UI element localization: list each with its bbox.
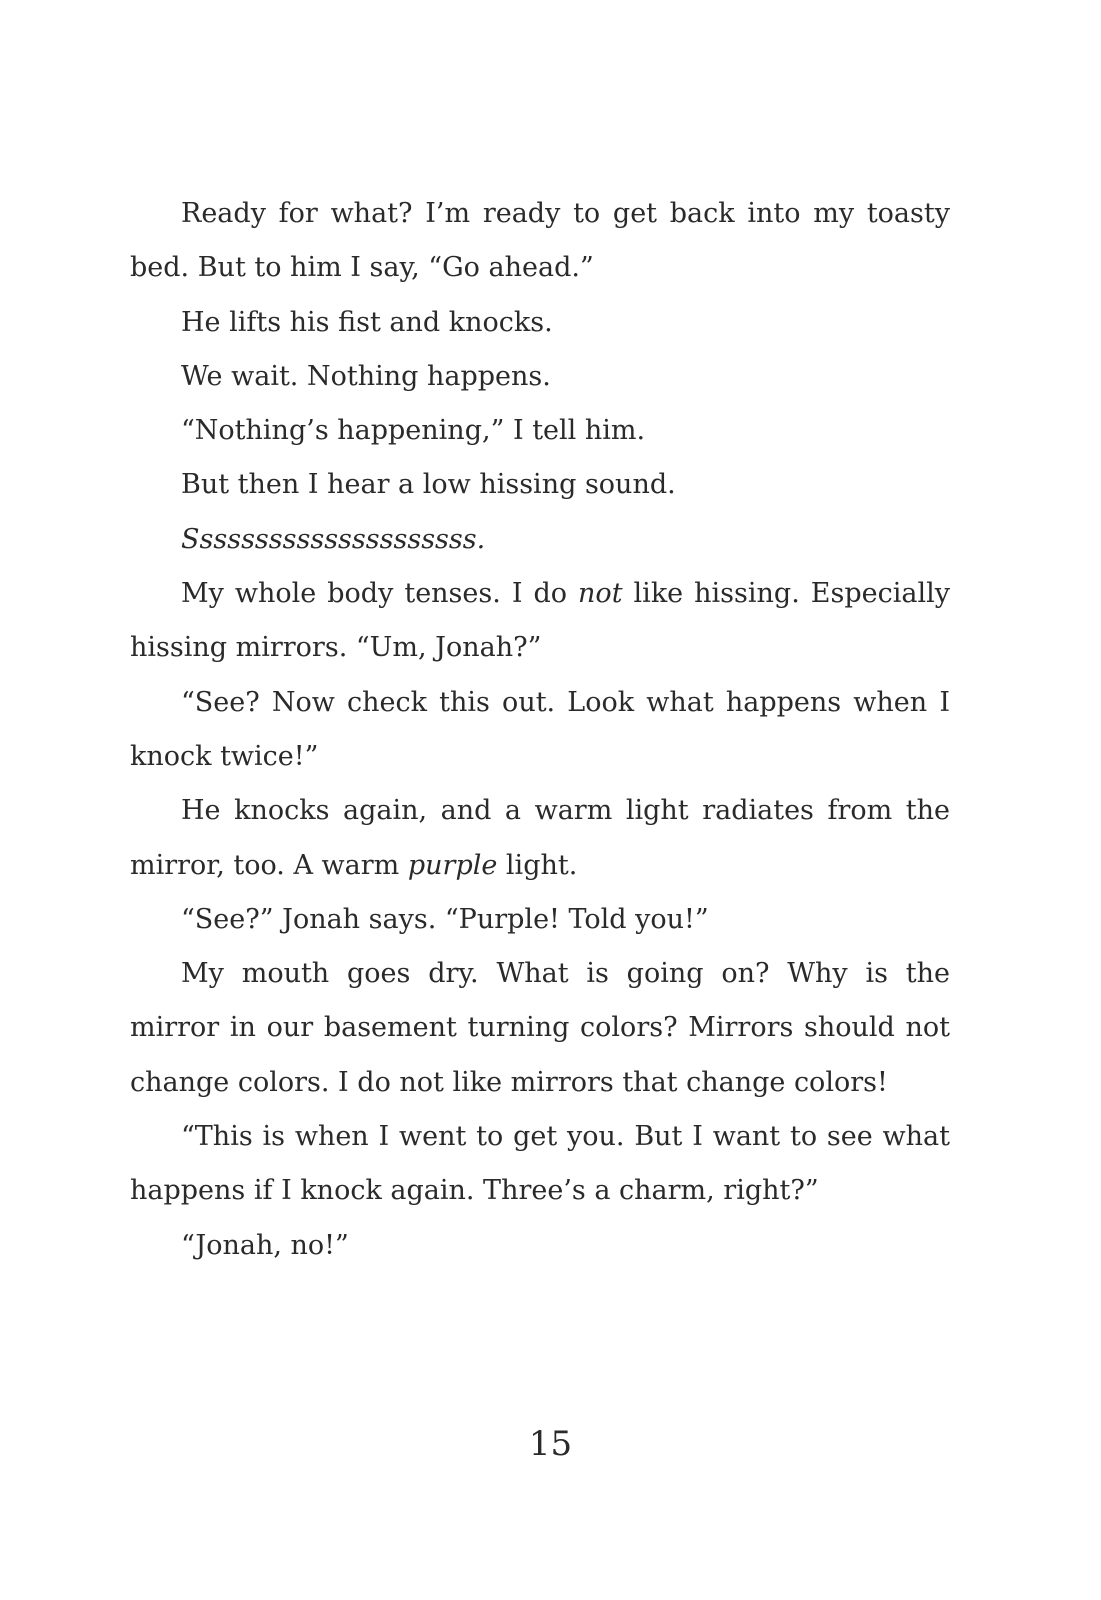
paragraph-3: We wait. Nothing happens. bbox=[181, 360, 551, 392]
paragraph-5: But then I hear a low hissing sound. bbox=[181, 469, 676, 501]
paragraph-13: “Jonah, no!” bbox=[181, 1229, 349, 1261]
paragraph-6 bbox=[130, 513, 950, 567]
italic-text: Sssssssssssssssssssss. bbox=[181, 523, 486, 555]
paragraph-11: My mouth goes dry. What is going on? Why is the mirror in our basement turning colors? Mirrors should not change colors. I do not like mirrors that change colors! bbox=[130, 958, 950, 1098]
paragraph-2: He lifts his fist and knocks. bbox=[181, 306, 553, 338]
paragraph-1: Ready for what? I’m ready to get back into my toasty bed. But to him I say, “Go ahead.” bbox=[130, 198, 950, 284]
paragraph-4: “Nothing’s happening,” I tell him. bbox=[181, 415, 646, 447]
italic-text: not bbox=[578, 578, 623, 610]
page-number: 15 bbox=[528, 1424, 573, 1464]
paragraph-9: He knocks again, and a warm light radiates from the mirror, too. A warm purple light. bbox=[130, 795, 950, 881]
paragraph-7: My whole body tenses. I do not like hissing. Especially hissing mirrors. “Um, Jonah?” bbox=[130, 578, 950, 664]
italic-text: purple bbox=[407, 849, 498, 881]
paragraph-12: “This is when I went to get you. But I want to see what happens if I knock again. Three’s a charm, right?” bbox=[130, 1121, 950, 1207]
paragraph-10: “See?” Jonah says. “Purple! Told you!” bbox=[181, 903, 709, 935]
page-body bbox=[130, 187, 950, 1273]
paragraph-8: “See? Now check this out. Look what happens when I knock twice!” bbox=[130, 686, 950, 772]
